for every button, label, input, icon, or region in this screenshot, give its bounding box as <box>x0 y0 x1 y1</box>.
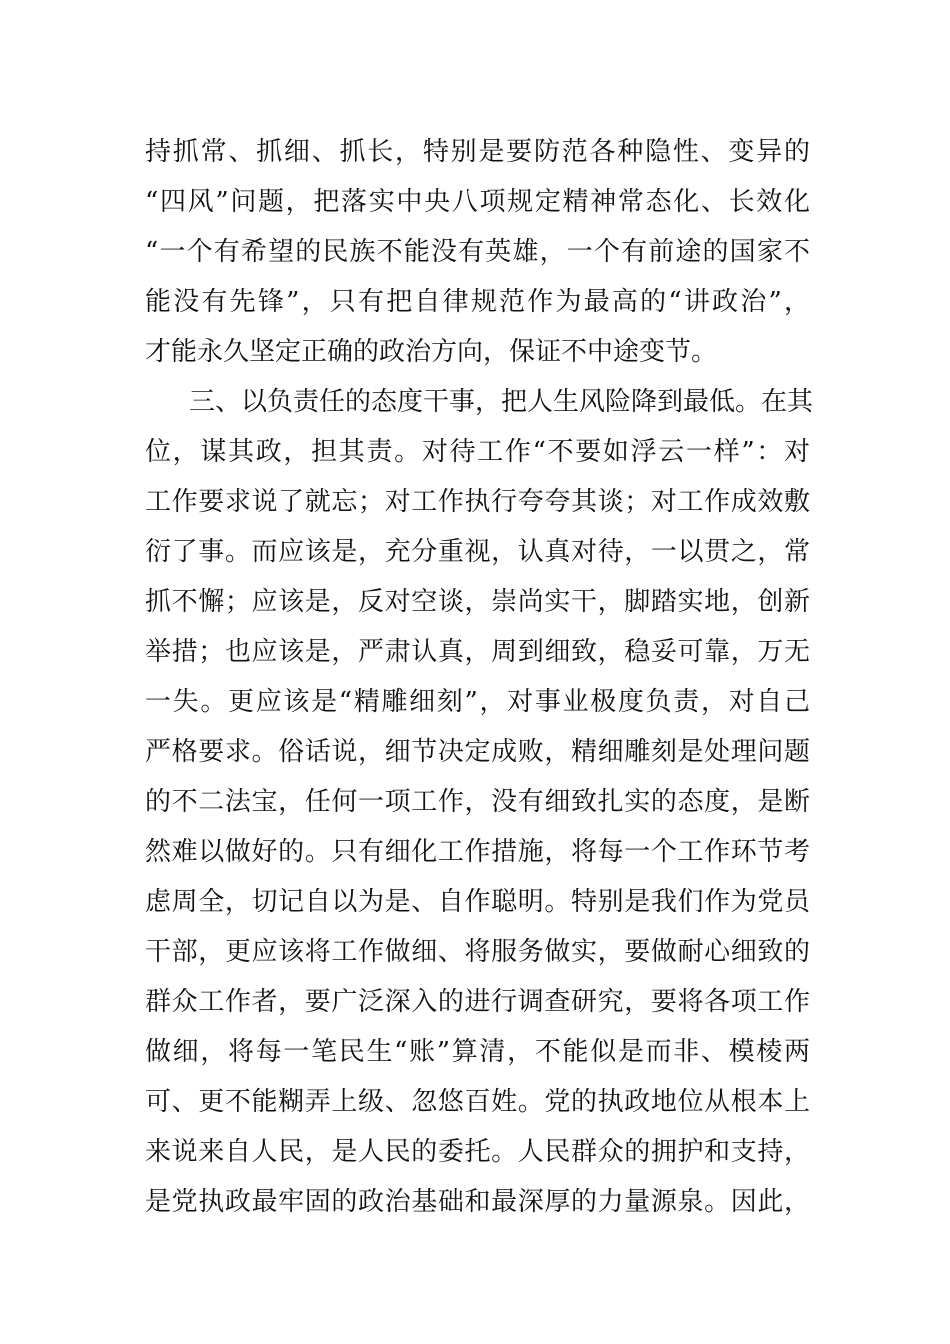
text-line-7: 位，谋其政，担其责。对待工作“不要如浮云一样”：对 <box>145 437 810 467</box>
text-line-4: 能没有先锋”，只有把自律规范作为最高的“讲政治”， <box>145 287 810 317</box>
text-line-2: “四风”问题，把落实中央八项规定精神常态化、长效化 <box>145 187 810 217</box>
text-line-5: 才能永久坚定正确的政治方向，保证不中途变节。 <box>145 337 718 367</box>
text-line-13: 严格要求。俗话说，细节决定成败，精细雕刻是处理问题 <box>145 737 810 767</box>
text-line-12: 一失。更应该是“精雕细刻”，对事业极度负责，对自己 <box>145 687 810 717</box>
text-line-18: 群众工作者，要广泛深入的进行调查研究，要将各项工作 <box>145 987 810 1017</box>
text-line-8: 工作要求说了就忘；对工作执行夸夸其谈；对工作成效敷 <box>145 487 810 517</box>
text-line-3: “一个有希望的民族不能没有英雄，一个有前途的国家不 <box>145 237 810 267</box>
text-line-1: 持抓常、抓细、抓长，特别是要防范各种隐性、变异的 <box>145 137 810 167</box>
text-line-16: 虑周全，切记自以为是、自作聪明。特别是我们作为党员 <box>145 887 810 917</box>
text-line-11: 举措；也应该是，严肃认真，周到细致，稳妥可靠，万无 <box>145 637 810 667</box>
text-line-21: 来说来自人民，是人民的委托。人民群众的拥护和支持， <box>145 1137 810 1167</box>
body-text <box>145 127 814 1227</box>
text-line-19: 做细，将每一笔民生“账”算清，不能似是而非、模棱两 <box>145 1037 810 1067</box>
text-line-6: 三、以负责任的态度干事，把人生风险降到最低。在其 <box>189 387 814 417</box>
text-line-15: 然难以做好的。只有细化工作措施，将每一个工作环节考 <box>145 837 810 867</box>
text-line-14: 的不二法宝，任何一项工作，没有细致扎实的态度，是断 <box>145 787 810 817</box>
text-line-9: 衍了事。而应该是，充分重视，认真对待，一以贯之，常 <box>145 537 810 567</box>
text-line-17: 干部，更应该将工作做细、将服务做实，要做耐心细致的 <box>145 937 810 967</box>
text-line-10: 抓不懈；应该是，反对空谈，崇尚实干，脚踏实地，创新 <box>145 587 810 617</box>
text-line-22: 是党执政最牢固的政治基础和最深厚的力量源泉。因此， <box>145 1187 810 1217</box>
text-line-20: 可、更不能糊弄上级、忽悠百姓。党的执政地位从根本上 <box>145 1087 810 1117</box>
